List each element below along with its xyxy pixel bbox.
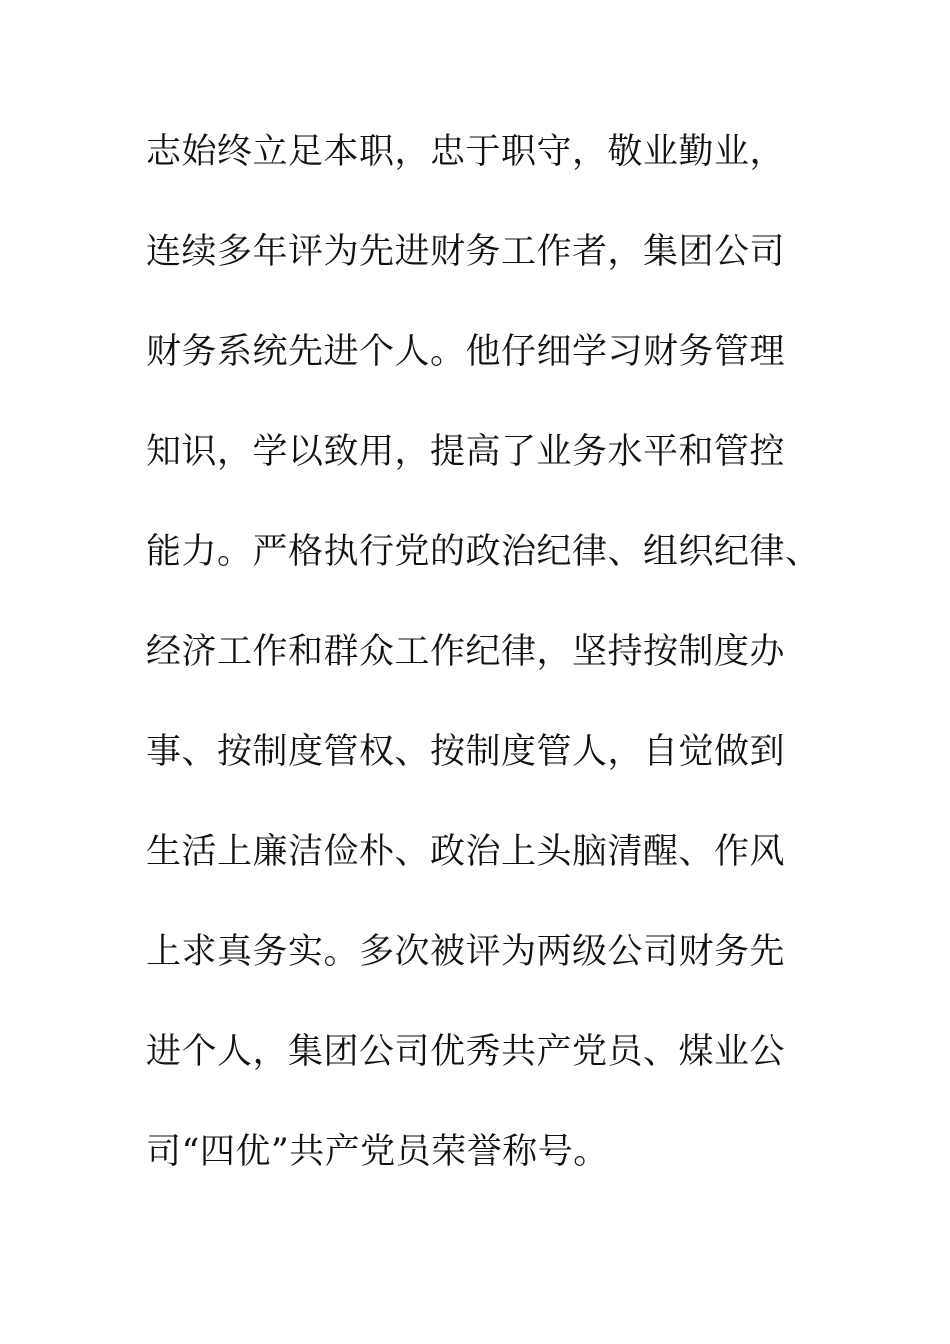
body-text-line: 上求真务实。多次被评为两级公司财务先 [146, 932, 786, 972]
body-text-line: 经济工作和群众工作纪律，坚持按制度办 [146, 632, 786, 672]
body-text-line: 志始终立足本职，忠于职守，敬业勤业， [146, 132, 786, 172]
body-text-line: 知识，学以致用，提高了业务水平和管控 [146, 432, 786, 472]
body-text-line: 事、按制度管权、按制度管人，自觉做到 [146, 732, 786, 772]
body-text-line: 连续多年评为先进财务工作者，集团公司 [146, 232, 786, 272]
body-text-line: 生活上廉洁俭朴、政治上头脑清醒、作风 [146, 832, 786, 872]
body-text-line: 司“四优”共产党员荣誉称号。 [146, 1132, 609, 1172]
body-text-line: 进个人，集团公司优秀共产党员、煤业公 [146, 1032, 786, 1072]
body-text-line: 能力。严格执行党的政治纪律、组织纪律、 [146, 532, 821, 572]
body-text-line: 财务系统先进个人。他仔细学习财务管理 [146, 332, 786, 372]
